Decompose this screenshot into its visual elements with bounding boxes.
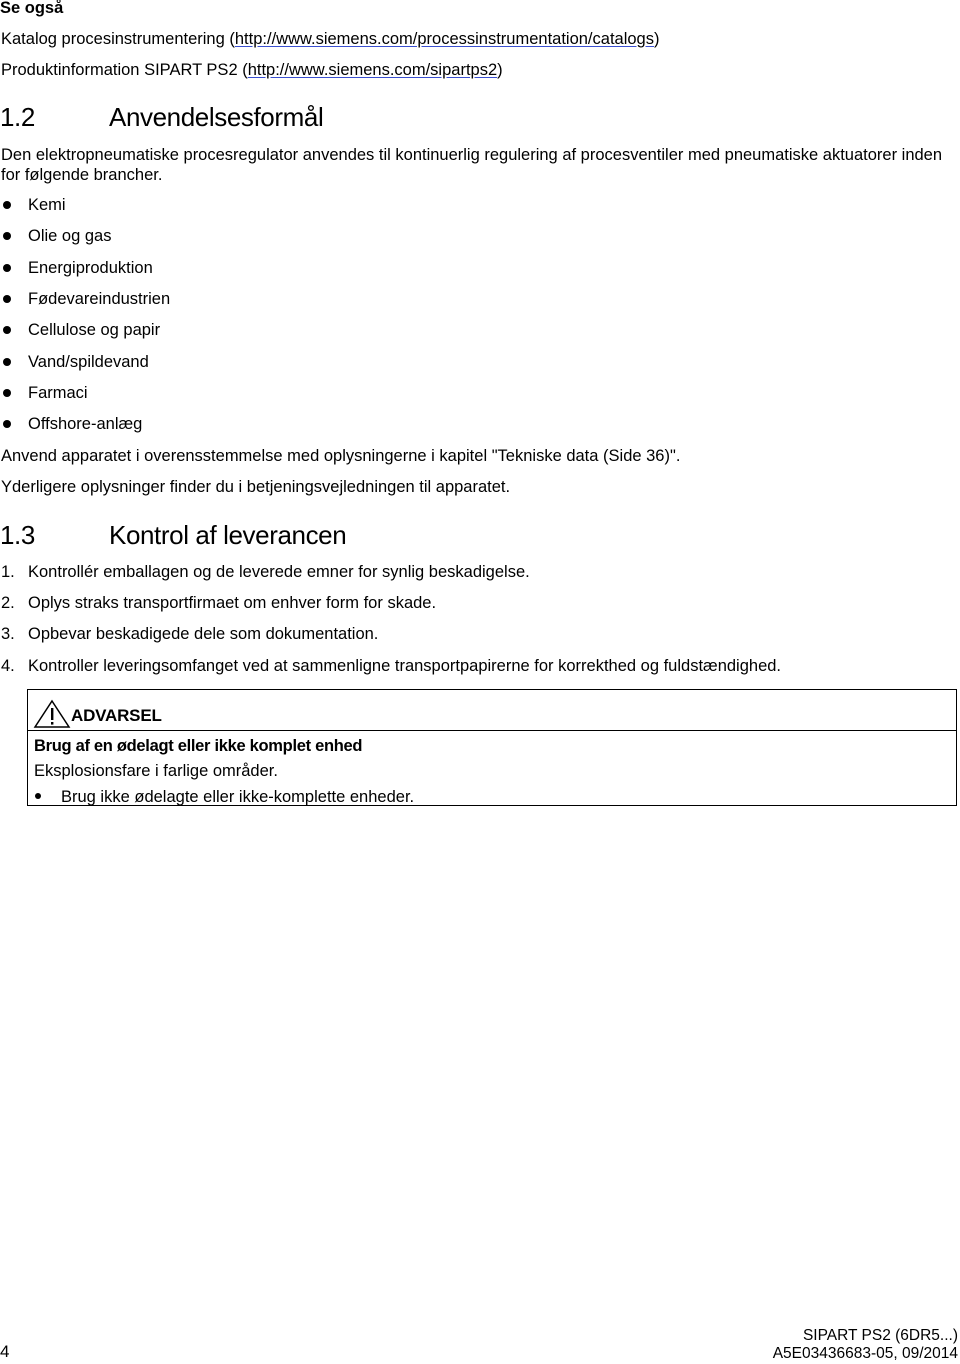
bullet-dot <box>3 295 11 303</box>
page-title: Anvendelsesformål <box>109 102 324 132</box>
warning-text: Eksplosionsfare i farlige områder. <box>34 762 278 780</box>
bullet-dot <box>3 201 11 209</box>
section-1-2-heading <box>0 101 600 133</box>
product-info-link[interactable]: http://www.siemens.com/sipartps2 <box>247 61 498 79</box>
step-text: Opbevar beskadigede dele som dokumentation. <box>28 625 379 644</box>
warning-bullet: Brug ikke ødelagte eller ikke-komplette enheder. <box>61 788 415 806</box>
intro-paragraph: Den elektropneumatiske procesregulator anvendes til kontinuerlig regulering af procesventiler med pneumatiske aktuatorer inden for følgende brancher. <box>1 146 943 184</box>
warning-headline: Brug af en ødelagt eller ikke komplet enhed <box>34 737 363 755</box>
list-item: Olie og gas <box>28 227 112 246</box>
warning-header <box>28 690 956 731</box>
step-number: 3. <box>1 625 15 644</box>
warning-triangle-icon <box>33 699 71 729</box>
page-number: 4 <box>0 1342 10 1361</box>
bullet-dot <box>3 326 11 334</box>
step-number: 4. <box>1 656 15 675</box>
warning-box <box>27 689 957 806</box>
list-item: Cellulose og papir <box>28 321 161 340</box>
section-title: Kontrol af leverancen <box>109 520 347 550</box>
bullet-dot <box>3 358 11 366</box>
bullet-dot <box>3 232 11 240</box>
list-item: Fødevareindustrien <box>28 289 171 308</box>
bullet-dot <box>3 264 11 272</box>
list-item: Farmaci <box>28 383 88 402</box>
see-also-heading: Se også <box>0 0 64 17</box>
usage-note: Anvend apparatet i overensstemmelse med oplysningerne i kapitel "Tekniske data (Side 36)". <box>1 447 681 465</box>
step-text: Oplys straks transportfirmaet om enhver form for skade. <box>28 594 437 613</box>
catalog-line: Katalog procesinstrumentering (http://www.siemens.com/processinstrumentation/catalogs) <box>1 30 660 48</box>
list-item: Kemi <box>28 196 66 214</box>
list-item: Energiproduktion <box>28 258 153 277</box>
footer-doc-id: A5E03436683-05, 09/2014 <box>772 1345 958 1362</box>
step-number: 1. <box>1 563 15 581</box>
bullet-dot <box>3 389 11 397</box>
more-info-note: Yderligere oplysninger finder du i betjeningsvejledningen til apparatet. <box>1 478 511 496</box>
warning-label: ADVARSEL <box>71 706 162 725</box>
bullet-dot <box>3 420 11 428</box>
warning-bullet-dot <box>35 793 41 799</box>
step-text: Kontroller leveringsomfanget ved at sammenligne transportpapirerne for korrekthed og fuldstændighed. <box>28 656 782 675</box>
catalog-link[interactable]: http://www.siemens.com/processinstrumentation/catalogs <box>234 30 654 48</box>
product-info-line: Produktinformation SIPART PS2 (http://www.siemens.com/sipartps2) <box>1 61 503 79</box>
footer-product: SIPART PS2 (6DR5...) <box>802 1327 958 1344</box>
list-item: Offshore-anlæg <box>28 415 143 434</box>
step-number: 2. <box>1 594 15 613</box>
step-text: Kontrollér emballagen og de leverede emner for synlig beskadigelse. <box>28 563 530 581</box>
list-item: Vand/spildevand <box>28 352 149 371</box>
section-1-3-heading <box>0 519 600 551</box>
section-number: 1.3 <box>0 520 35 550</box>
section-number: 1.2 <box>0 102 35 132</box>
